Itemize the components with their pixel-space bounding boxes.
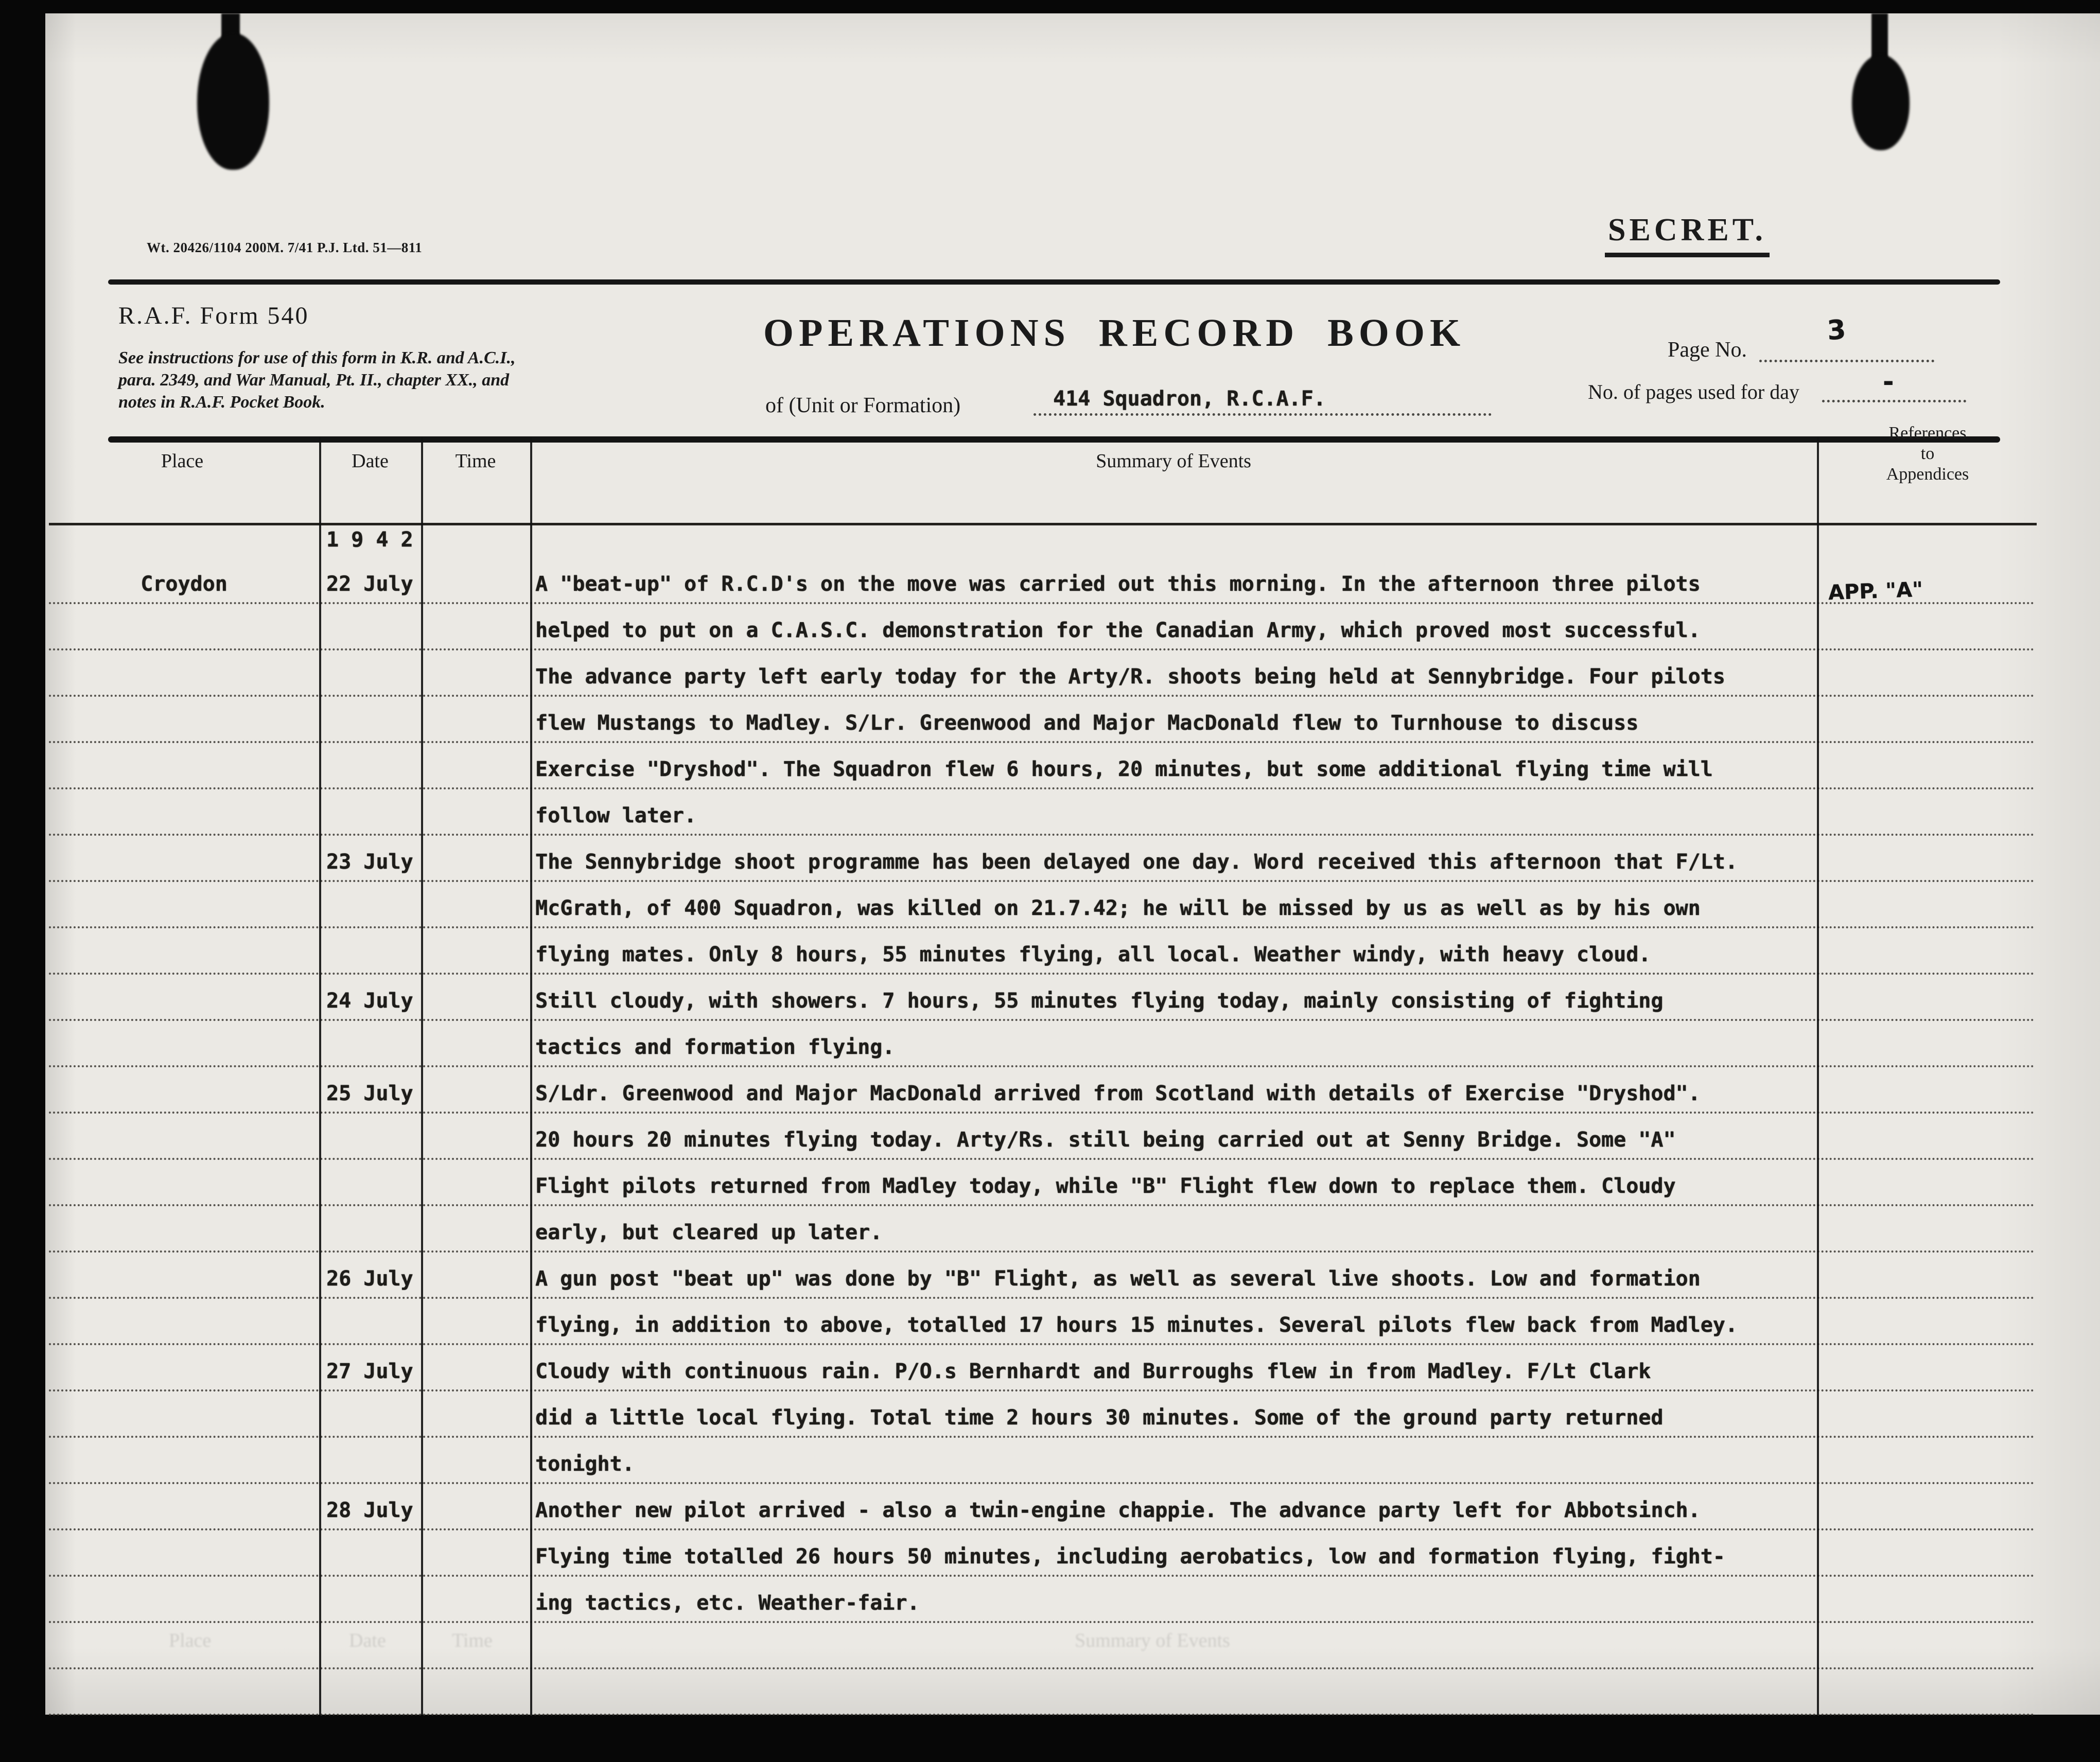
time-cell: [421, 1206, 530, 1250]
table-row: [49, 525, 2036, 558]
appendix-cell: [1817, 1577, 2036, 1621]
time-cell: [421, 1577, 530, 1621]
appendix-cell: [1817, 558, 2036, 605]
column-line-date-time: [421, 437, 423, 1715]
appendix-cell: [1817, 697, 2036, 741]
summary-cell-text: helped to put on a C.A.S.C. demonstration for the Canadian Army, which proved most successful.: [535, 619, 1701, 642]
col-header-place: Place: [161, 450, 204, 472]
summary-cell: [530, 1577, 1817, 1621]
col-header-date: Date: [352, 450, 389, 472]
time-cell: [421, 928, 530, 973]
punch-hole-right-stem: [1871, 13, 1888, 61]
time-cell: [421, 1530, 530, 1575]
punch-hole-right: [1852, 55, 1910, 150]
summary-cell-text: flew Mustangs to Madley. S/Lr. Greenwood and Major MacDonald flew to Turnhouse to discuss: [535, 711, 1639, 735]
col-header-references-line: to: [1920, 444, 1935, 463]
place-cell: [49, 1391, 319, 1436]
time-cell: [421, 1669, 530, 1714]
place-cell: [49, 1530, 319, 1575]
summary-cell-text: flying mates. Only 8 hours, 55 minutes flying, all local. Weather windy, with heavy cloud.: [535, 943, 1651, 966]
summary-cell-text: A gun post "beat up" was done by "B" Flight, as well as several live shoots. Low and formation: [535, 1267, 1701, 1291]
table-row: [49, 558, 2036, 604]
table-row: [49, 604, 2036, 650]
rule-header: [108, 436, 2000, 443]
summary-cell-text: The Sennybridge shoot programme has been delayed one day. Word received this afternoon that F/Lt.: [535, 850, 1738, 874]
summary-cell: [530, 975, 1817, 1019]
appendix-cell: [1817, 1299, 2036, 1343]
col-header-references-line: References: [1888, 424, 1967, 443]
appendix-cell: [1817, 1669, 2036, 1714]
date-cell-text: 28 July: [326, 1499, 413, 1522]
appendix-cell: [1817, 743, 2036, 787]
place-cell: [49, 882, 319, 926]
summary-cell-text: did a little local flying. Total time 2 hours 30 minutes. Some of the ground party returned: [535, 1406, 1664, 1430]
summary-cell: [530, 1299, 1817, 1343]
table-row: [49, 1067, 2036, 1114]
col-header-time: Time: [455, 450, 496, 472]
place-cell: [49, 928, 319, 973]
summary-cell: [530, 604, 1817, 648]
summary-cell-text: follow later.: [535, 804, 697, 827]
scanned-page: [45, 13, 2100, 1715]
appendix-cell: [1817, 604, 2036, 648]
summary-cell: [530, 1021, 1817, 1065]
appendix-cell: [1817, 1160, 2036, 1204]
pages-used-value: -: [1883, 366, 1894, 397]
summary-cell: [530, 1530, 1817, 1575]
summary-cell-text: Flight pilots returned from Madley today, while "B" Flight flew down to replace them. Cloudy: [535, 1174, 1676, 1198]
column-line-summary-references: [1817, 437, 1819, 1715]
time-cell: [421, 1391, 530, 1436]
summary-cell: [530, 1067, 1817, 1112]
place-cell: [49, 1299, 319, 1343]
summary-cell-text: 20 hours 20 minutes flying today. Arty/Rs. still being carried out at Senny Bridge. Some "A": [535, 1128, 1676, 1152]
ghost-header-summary: Summary of Events: [1075, 1630, 1230, 1651]
pages-used-label: No. of pages used for day: [1588, 380, 1799, 403]
place-cell: [49, 1206, 319, 1250]
place-cell: [49, 1160, 319, 1204]
time-cell: [421, 836, 530, 880]
summary-cell-text: The advance party left early today for the Arty/R. shoots being held at Sennybridge. Four pilots: [535, 665, 1725, 689]
appendix-cell: [1817, 1021, 2036, 1065]
date-cell: [319, 1530, 421, 1575]
place-cell: [49, 789, 319, 834]
date-cell: [319, 1160, 421, 1204]
place-cell: [49, 1067, 319, 1112]
table-row: [49, 882, 2036, 928]
summary-cell: [530, 836, 1817, 880]
time-cell: [421, 1114, 530, 1158]
table-row: [49, 1160, 2036, 1206]
date-cell: [319, 975, 421, 1019]
date-cell: [319, 1391, 421, 1436]
place-cell: [49, 558, 319, 602]
print-code: Wt. 20426/1104 200M. 7/41 P.J. Ltd. 51—811: [147, 240, 423, 255]
date-cell: [319, 1206, 421, 1250]
appendix-cell: [1817, 1067, 2036, 1112]
form-instructions-line: para. 2349, and War Manual, Pt. II., chapter XX., and: [118, 371, 510, 390]
appendix-cell: [1817, 975, 2036, 1019]
table-row: [49, 1669, 2036, 1716]
unit-value: 414 Squadron, R.C.A.F.: [1053, 387, 1326, 411]
time-cell: [421, 1299, 530, 1343]
place-cell: [49, 1438, 319, 1482]
table-row: [49, 1299, 2036, 1345]
date-cell-text: 25 July: [326, 1082, 413, 1105]
date-cell-text: 27 July: [326, 1360, 413, 1383]
date-cell: [319, 1577, 421, 1621]
table-rows: [49, 525, 2036, 1716]
table-row: [49, 650, 2036, 697]
summary-cell: [530, 1391, 1817, 1436]
table-row: [49, 1484, 2036, 1530]
summary-cell: [530, 928, 1817, 973]
place-cell: [49, 1114, 319, 1158]
summary-cell: [530, 1160, 1817, 1204]
time-cell: [421, 1021, 530, 1065]
summary-cell-text: A "beat-up" of R.C.D's on the move was carried out this morning. In the afternoon three pilots: [535, 572, 1701, 596]
place-cell: [49, 1021, 319, 1065]
date-cell-text: 24 July: [326, 989, 413, 1013]
secret-stamp: SECRET.: [1605, 212, 1770, 257]
appendix-cell: [1817, 1391, 2036, 1436]
appendix-cell: [1817, 650, 2036, 695]
rule-top: [108, 279, 2000, 285]
date-cell-text: 1 9 4 2: [326, 528, 413, 552]
place-cell: [49, 1577, 319, 1621]
appendix-cell: [1817, 1530, 2036, 1575]
appendix-cell: [1817, 1114, 2036, 1158]
time-cell: [421, 1253, 530, 1297]
summary-cell: [530, 1114, 1817, 1158]
time-cell: [421, 882, 530, 926]
ghost-header-date: Date: [349, 1630, 386, 1651]
appendix-cell: [1817, 525, 2036, 558]
table-row: [49, 1438, 2036, 1484]
appendix-cell: [1817, 836, 2036, 880]
ghost-header: [45, 1629, 2100, 1660]
summary-cell: [530, 1669, 1817, 1714]
date-cell: [319, 1438, 421, 1482]
summary-cell-text: Exercise "Dryshod". The Squadron flew 6 hours, 20 minutes, but some additional flying time will: [535, 757, 1713, 781]
appendix-cell-text: APP. "A": [1828, 577, 1923, 605]
table-row: [49, 928, 2036, 975]
ghost-header-time: Time: [452, 1630, 493, 1651]
date-cell: [319, 558, 421, 602]
place-cell: [49, 650, 319, 695]
summary-cell: [530, 743, 1817, 787]
summary-cell-text: Flying time totalled 26 hours 50 minutes, including aerobatics, low and formation flying, fight-: [535, 1545, 1725, 1569]
date-cell-text: 26 July: [326, 1267, 413, 1291]
col-header-references: [1817, 423, 2038, 485]
page-no-dotted-line: [1759, 337, 1934, 362]
time-cell: [421, 789, 530, 834]
table-row: [49, 1345, 2036, 1391]
date-cell: [319, 1021, 421, 1065]
summary-cell-text: Cloudy with continuous rain. P/O.s Bernhardt and Burroughs flew in from Madley. F/Lt Clark: [535, 1360, 1651, 1383]
table-row: [49, 697, 2036, 743]
appendix-cell: [1817, 928, 2036, 973]
place-cell: [49, 975, 319, 1019]
date-cell: [319, 1067, 421, 1112]
summary-cell: [530, 882, 1817, 926]
date-cell: [319, 1669, 421, 1714]
time-cell: [421, 743, 530, 787]
table-row: [49, 836, 2036, 882]
date-cell: [319, 882, 421, 926]
place-cell: [49, 1253, 319, 1297]
date-cell: [319, 789, 421, 834]
date-cell-text: 22 July: [326, 572, 413, 596]
time-cell: [421, 975, 530, 1019]
appendix-cell: [1817, 882, 2036, 926]
form-instructions: [118, 347, 685, 413]
table-row: [49, 1021, 2036, 1067]
summary-cell-text: tactics and formation flying.: [535, 1035, 895, 1059]
table-row: [49, 789, 2036, 836]
summary-cell: [530, 1484, 1817, 1528]
time-cell: [421, 1438, 530, 1482]
table-row: [49, 743, 2036, 789]
date-cell: [319, 1114, 421, 1158]
appendix-cell: [1817, 1253, 2036, 1297]
time-cell: [421, 1345, 530, 1389]
appendix-cell: [1817, 1206, 2036, 1250]
time-cell: [421, 558, 530, 602]
col-header-references-line: Appendices: [1886, 465, 1969, 484]
date-cell-text: 23 July: [326, 850, 413, 874]
summary-cell: [530, 1206, 1817, 1250]
date-cell: [319, 743, 421, 787]
summary-cell-text: Still cloudy, with showers. 7 hours, 55 minutes flying today, mainly consisting of fighting: [535, 989, 1664, 1013]
summary-cell-text: early, but cleared up later.: [535, 1221, 883, 1244]
place-cell: [49, 1484, 319, 1528]
page-title: OPERATIONS RECORD BOOK: [763, 311, 1466, 355]
summary-cell: [530, 789, 1817, 834]
summary-cell-text: McGrath, of 400 Squadron, was killed on 21.7.42; he will be missed by us as well as by his own: [535, 896, 1701, 920]
table-row: [49, 1114, 2036, 1160]
page-no-value: 3: [1826, 314, 1847, 347]
table-row: [49, 1530, 2036, 1577]
appendix-cell: [1817, 1438, 2036, 1482]
date-cell: [319, 836, 421, 880]
summary-cell-text: flying, in addition to above, totalled 17 hours 15 minutes. Several pilots flew back from Madley.: [535, 1313, 1738, 1337]
time-cell: [421, 697, 530, 741]
punch-hole-left: [197, 33, 269, 170]
form-instructions-line: See instructions for use of this form in K.R. and A.C.I.,: [118, 348, 516, 367]
summary-cell-text: tonight.: [535, 1452, 635, 1476]
date-cell: [319, 650, 421, 695]
form-instructions-line: notes in R.A.F. Pocket Book.: [118, 393, 325, 412]
time-cell: [421, 1484, 530, 1528]
date-cell: [319, 525, 421, 558]
table-row: [49, 1391, 2036, 1438]
page-no-label: Page No.: [1668, 338, 1747, 362]
place-cell: [49, 743, 319, 787]
summary-cell-text: Another new pilot arrived - also a twin-engine chappie. The advance party left for Abbotsinch.: [535, 1499, 1701, 1522]
time-cell: [421, 604, 530, 648]
date-cell: [319, 1253, 421, 1297]
appendix-cell: [1817, 1484, 2036, 1528]
unit-label: of (Unit or Formation): [765, 394, 961, 417]
place-cell: [49, 697, 319, 741]
date-cell: [319, 1345, 421, 1389]
summary-cell: [530, 1253, 1817, 1297]
time-cell: [421, 525, 530, 558]
table-row: [49, 1253, 2036, 1299]
summary-cell: [530, 1438, 1817, 1482]
appendix-cell: [1817, 789, 2036, 834]
date-cell: [319, 604, 421, 648]
table-row: [49, 975, 2036, 1021]
ghost-header-place: Place: [169, 1630, 212, 1651]
summary-cell: [530, 558, 1817, 602]
place-cell: [49, 1669, 319, 1714]
form-name: R.A.F. Form 540: [118, 302, 309, 329]
time-cell: [421, 1067, 530, 1112]
date-cell: [319, 928, 421, 973]
summary-cell: [530, 650, 1817, 695]
time-cell: [421, 650, 530, 695]
place-cell: [49, 525, 319, 558]
table-row: [49, 1577, 2036, 1623]
date-cell: [319, 1484, 421, 1528]
place-cell: [49, 836, 319, 880]
table-row: [49, 1206, 2036, 1253]
summary-cell: [530, 525, 1817, 558]
summary-cell: [530, 1345, 1817, 1389]
appendix-cell: [1817, 1345, 2036, 1389]
date-cell: [319, 1299, 421, 1343]
place-cell: [49, 604, 319, 648]
column-line-place-date: [319, 437, 321, 1715]
summary-cell-text: S/Ldr. Greenwood and Major MacDonald arrived from Scotland with details of Exercise "Dryshod".: [535, 1082, 1701, 1105]
column-line-time-summary: [530, 437, 532, 1715]
place-cell: [49, 1345, 319, 1389]
col-header-summary: Summary of Events: [1096, 450, 1251, 472]
date-cell: [319, 697, 421, 741]
time-cell: [421, 1160, 530, 1204]
place-cell-text: Croydon: [141, 572, 227, 596]
summary-cell: [530, 697, 1817, 741]
summary-cell-text: ing tactics, etc. Weather-fair.: [535, 1591, 920, 1615]
pages-used-dotted-line: [1822, 377, 1966, 402]
